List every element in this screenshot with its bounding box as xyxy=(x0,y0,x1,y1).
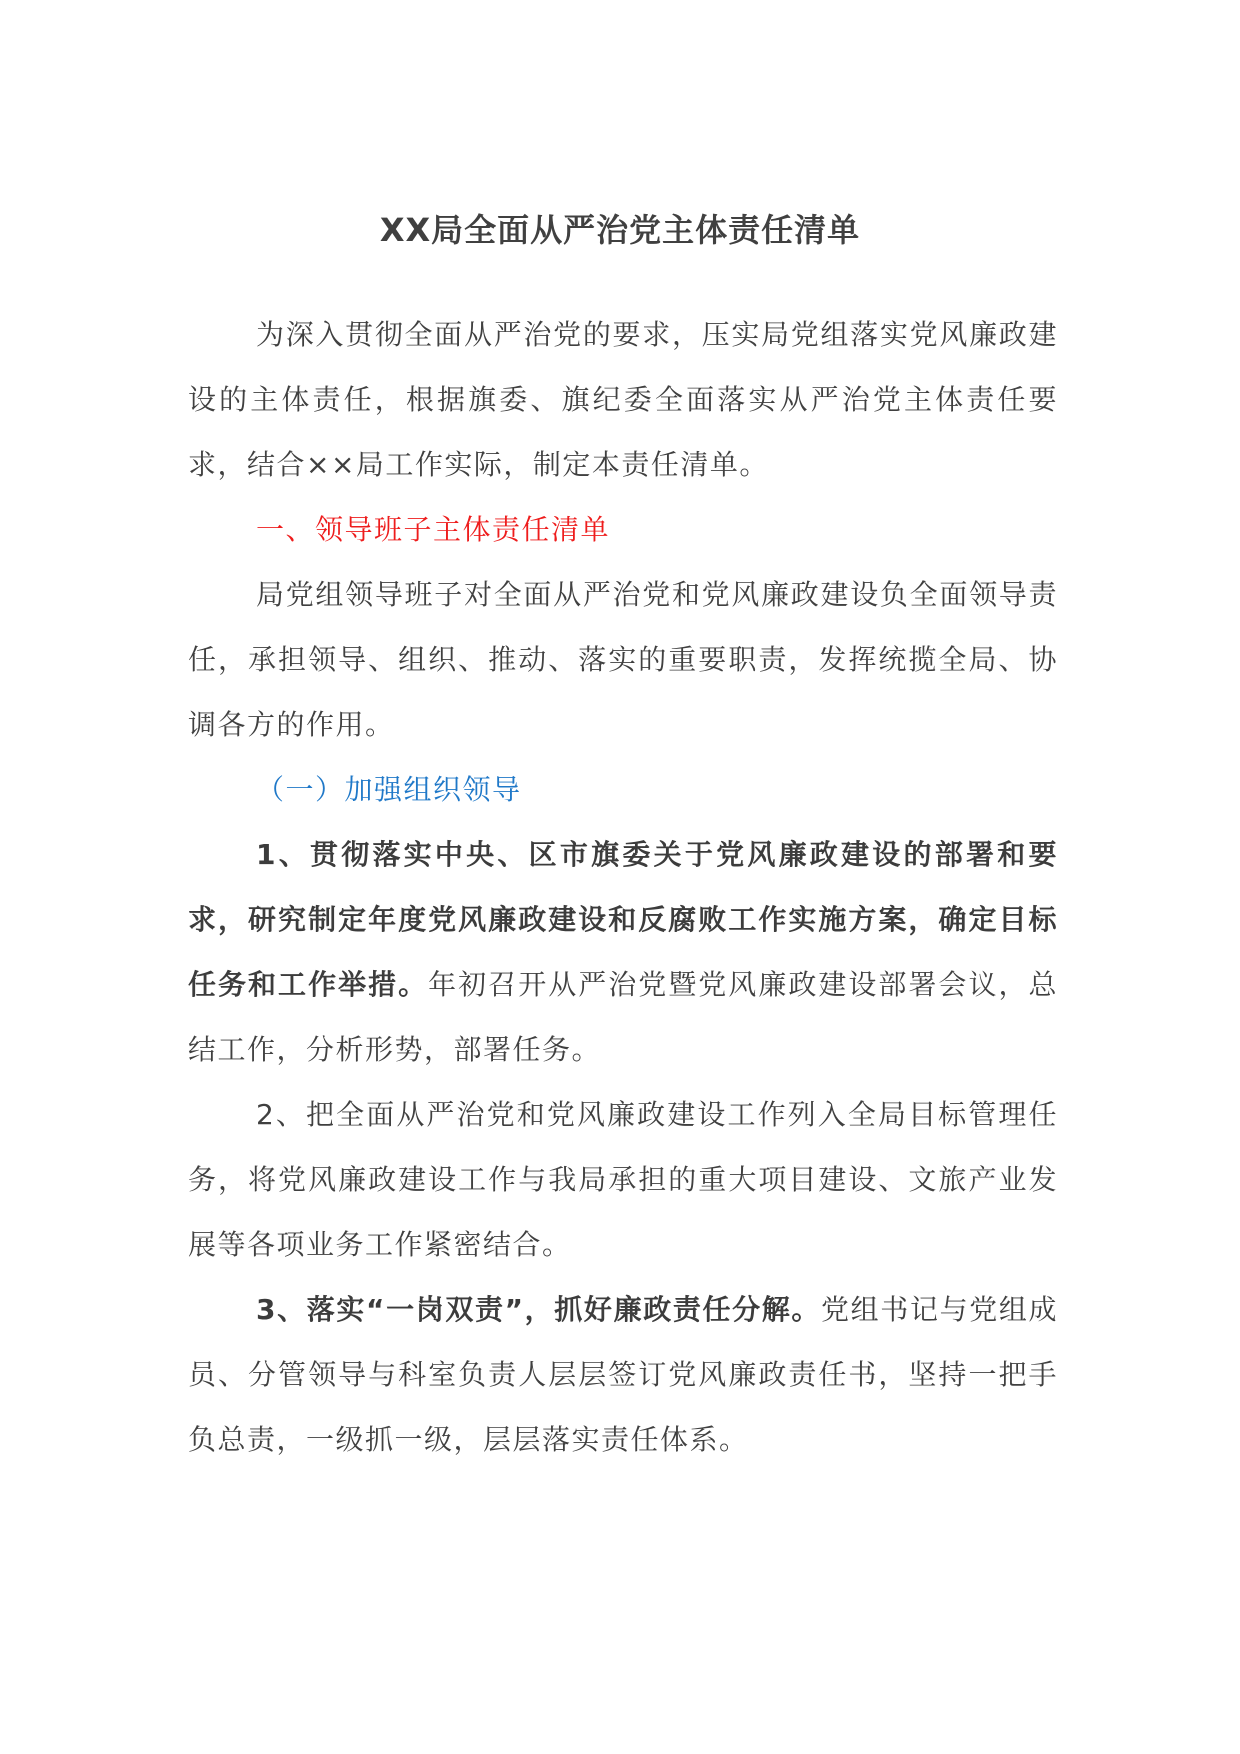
document-title: XX局全面从严治党主体责任清单 xyxy=(379,211,861,249)
intro-paragraph: 为深入贯彻全面从严治党的要求，压实局党组落实党风廉政建设的主体责任，根据旗委、旗纪委全面落实从严治党主体责任要求，结合××局工作实际，制定本责任清单。 xyxy=(188,318,1058,481)
item-1-text: 年初召开从严治党暨党风廉政建设部署会议，总结工作，分析形势，部署任务。 xyxy=(188,968,1058,1066)
subsection-heading: （一）加强组织领导 xyxy=(256,773,522,806)
item-3-text: 党组书记与党组成员、分管领导与科室负责人层层签订党风廉政责任书，坚持一把手负总责，一级抓一级，层层落实责任体系。 xyxy=(188,1293,1058,1456)
section-intro-paragraph: 局党组领导班子对全面从严治党和党风廉政建设负全面领导责任，承担领导、组织、推动、落实的重要职责，发挥统揽全局、协调各方的作用。 xyxy=(188,578,1058,741)
document-body xyxy=(188,302,1058,1472)
item-1-paragraph xyxy=(188,822,1058,1082)
section-heading: 一、领导班子主体责任清单 xyxy=(256,513,611,546)
item-3-paragraph xyxy=(188,1277,1058,1472)
item-3-bold-text: 3、落实“一岗双责”，抓好廉政责任分解。 xyxy=(256,1293,822,1326)
item-1-bold-text: 1、贯彻落实中央、区市旗委关于党风廉政建设的部署和要求，研究制定年度党风廉政建设和反腐败工作实施方案，确定目标任务和工作举措。 xyxy=(188,838,1058,1001)
item-2-paragraph: 2、把全面从严治党和党风廉政建设工作列入全局目标管理任务，将党风廉政建设工作与我局承担的重大项目建设、文旅产业发展等各项业务工作紧密结合。 xyxy=(188,1098,1058,1261)
